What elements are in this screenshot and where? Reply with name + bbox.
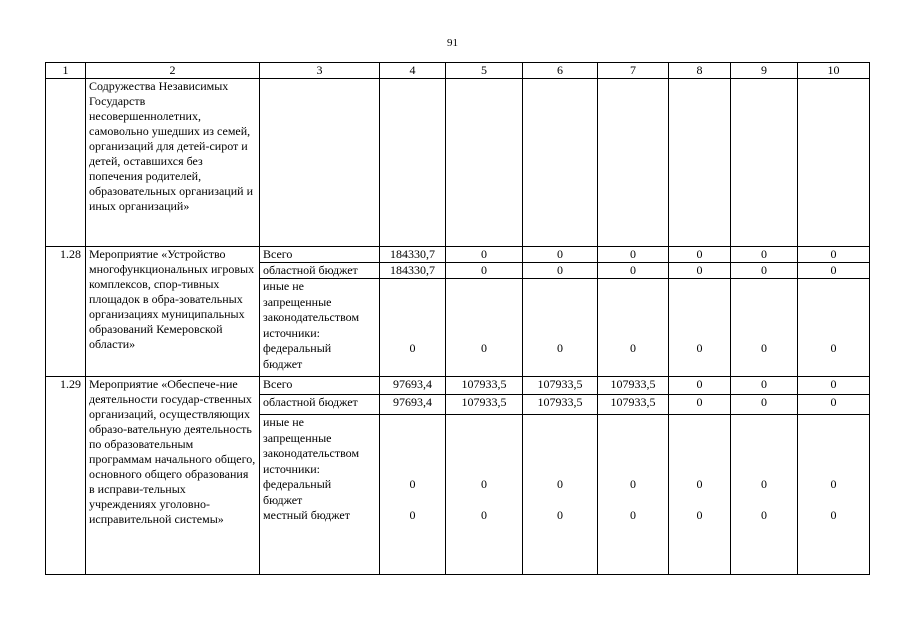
value-cell (798, 415, 870, 575)
source-label-line: местный бюджет (263, 508, 350, 522)
value-text: 0 (830, 477, 837, 491)
row-number: 1.28 (46, 247, 86, 377)
header-cell: 9 (731, 63, 798, 79)
description-cell: Мероприятие «Устройство многофункциональных игровых комплексов, спор-тивных площадок в обра-зовательных организациях муниципальных образований Кемеровской области» (86, 247, 260, 377)
value-cell: 0 (731, 263, 798, 279)
value-cell (523, 415, 598, 575)
value-text: 0 (481, 508, 487, 522)
value-cell: 0 (731, 247, 798, 263)
value-cell: 0 (598, 247, 669, 263)
source-label: областной бюджет (260, 395, 380, 415)
value-cell: 184330,7 (380, 247, 446, 263)
value-cell: 0 (731, 395, 798, 415)
value-cell: 107933,5 (446, 377, 523, 395)
value-cell: 0 (598, 263, 669, 279)
value-cell (523, 279, 598, 377)
value-text: 0 (761, 508, 767, 522)
header-cell: 2 (86, 63, 260, 79)
value-cell: 0 (523, 263, 598, 279)
description-cell: Мероприятие «Обеспече-ние деятельности государ-ственных организаций, осуществляющих образо-вательную деятельность по образовательным программам начального общего, основного общего образования в исправи-тельных учреждениях уголовно-исправительной системы» (86, 377, 260, 575)
source-label-line: источники: (263, 461, 320, 476)
source-label-line: иные не (263, 279, 304, 293)
row-number-cell (46, 79, 86, 247)
value-cell (731, 279, 798, 377)
value-text: 0 (409, 477, 416, 491)
value-cell (598, 79, 669, 247)
row-number: 1.29 (46, 377, 86, 575)
value-cell (598, 279, 669, 377)
value-cell: 107933,5 (523, 377, 598, 395)
value-cell (798, 79, 870, 247)
value-cell: 0 (669, 395, 731, 415)
source-label-line: запрещенные (263, 430, 332, 445)
value-cell (731, 79, 798, 247)
source-label-line: бюджет (263, 356, 303, 371)
description-cell: Содружества Независимых Государств несовершеннолетних, самовольно ушедших из семей, организаций для детей-сирот и детей, оставшихся без попечения родителей, образовательных организаций и иных организаций» (86, 79, 260, 247)
source-label-line: федеральный (263, 341, 332, 355)
value-cell (669, 279, 731, 377)
value-cell (598, 415, 669, 575)
value-cell: 97693,4 (380, 377, 446, 395)
table-row (46, 79, 870, 247)
value-cell: 0 (798, 247, 870, 263)
source-label: Всего (260, 377, 380, 395)
header-cell: 7 (598, 63, 669, 79)
header-cell: 6 (523, 63, 598, 79)
value-text: 0 (696, 341, 703, 355)
value-cell: 0 (669, 263, 731, 279)
value-cell: 0 (523, 247, 598, 263)
value-cell (446, 415, 523, 575)
value-cell (669, 415, 731, 575)
value-cell: 0 (446, 247, 523, 263)
value-text: 0 (696, 477, 703, 491)
value-text: 0 (409, 341, 416, 355)
value-text: 0 (761, 477, 767, 491)
source-label-line: запрещенные (263, 294, 332, 309)
source-label-line: законодательством (263, 310, 360, 324)
source-label: Всего (260, 247, 380, 263)
value-cell: 107933,5 (598, 395, 669, 415)
value-cell: 0 (669, 247, 731, 263)
header-row (46, 63, 870, 79)
value-cell: 97693,4 (380, 395, 446, 415)
source-label-line: источники: (263, 325, 320, 340)
value-cell (731, 415, 798, 575)
table-row (46, 377, 870, 395)
value-cell: 0 (731, 377, 798, 395)
table-row (46, 247, 870, 263)
source-label-line: иные не (263, 415, 304, 429)
value-cell: 0 (798, 395, 870, 415)
value-text: 0 (761, 341, 767, 355)
header-cell: 4 (380, 63, 446, 79)
value-cell (380, 279, 446, 377)
source-label: областной бюджет (260, 263, 380, 279)
value-text: 0 (630, 508, 636, 522)
value-cell: 184330,7 (380, 263, 446, 279)
value-text: 0 (557, 477, 563, 491)
value-cell (380, 79, 446, 247)
value-text: 0 (830, 508, 837, 522)
source-cell (260, 79, 380, 247)
value-cell (669, 79, 731, 247)
value-cell (446, 279, 523, 377)
source-label-line: бюджет (263, 492, 303, 507)
value-cell (523, 79, 598, 247)
header-cell: 10 (798, 63, 870, 79)
value-text: 0 (557, 508, 563, 522)
header-cell: 8 (669, 63, 731, 79)
value-cell (798, 279, 870, 377)
value-text: 0 (696, 508, 703, 522)
header-cell: 3 (260, 63, 380, 79)
value-cell: 0 (798, 377, 870, 395)
value-text: 0 (557, 341, 563, 355)
value-cell (446, 79, 523, 247)
value-text: 0 (630, 477, 636, 491)
source-label-line: федеральный (263, 477, 332, 491)
value-cell: 107933,5 (598, 377, 669, 395)
value-text: 0 (481, 341, 487, 355)
value-cell: 0 (798, 263, 870, 279)
value-cell (380, 415, 446, 575)
value-text: 0 (830, 341, 837, 355)
source-label (260, 279, 380, 377)
value-text: 0 (481, 477, 487, 491)
source-label (260, 415, 380, 575)
value-cell: 0 (446, 263, 523, 279)
value-text: 0 (630, 341, 636, 355)
value-cell: 107933,5 (446, 395, 523, 415)
value-cell: 0 (669, 377, 731, 395)
source-label-line: законодательством (263, 446, 360, 460)
header-cell: 1 (46, 63, 86, 79)
value-cell: 107933,5 (523, 395, 598, 415)
page-number: 91 (447, 37, 458, 49)
budget-table (45, 62, 870, 575)
value-text: 0 (409, 508, 416, 522)
header-cell: 5 (446, 63, 523, 79)
